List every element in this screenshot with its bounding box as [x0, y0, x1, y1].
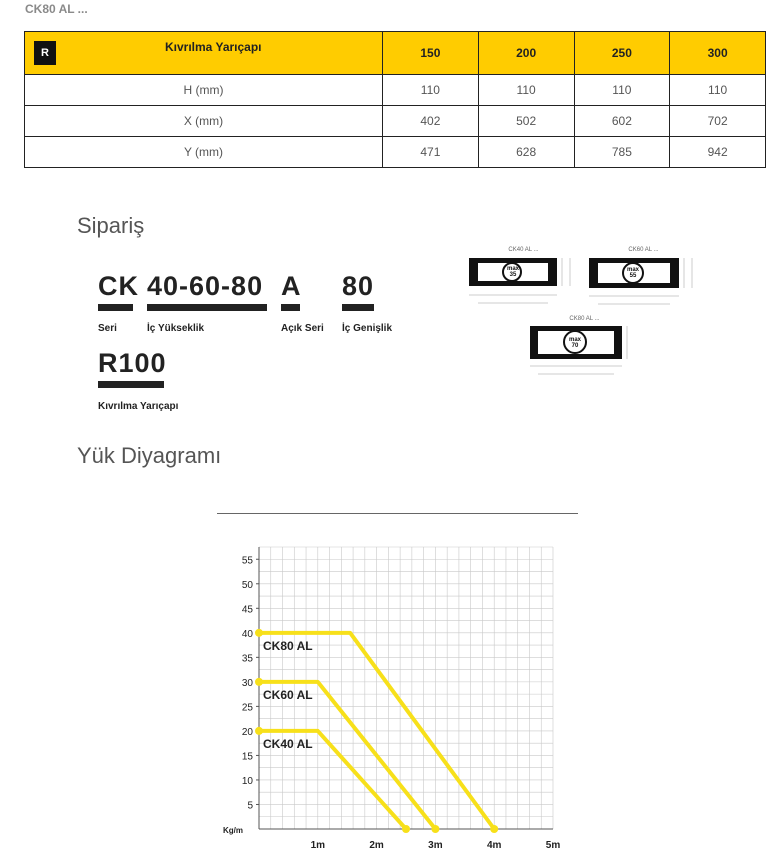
profile-drawing-ck60	[586, 247, 701, 311]
y-tick-label: 45	[241, 604, 253, 616]
table-cell: 110	[574, 75, 670, 106]
series-start-point	[255, 629, 263, 637]
y-tick-label: 5	[247, 800, 253, 812]
order-code-height: 40-60-80	[147, 271, 264, 301]
profile-caption: CK80 AL ...	[569, 316, 600, 322]
y-tick-label: 10	[241, 775, 253, 787]
y-tick-label: 35	[241, 653, 253, 665]
code-underline	[281, 304, 300, 311]
profile-ck60-svg	[586, 253, 701, 311]
row-label: X (mm)	[25, 106, 383, 137]
row-label: H (mm)	[25, 75, 383, 106]
series-start-point	[255, 678, 263, 686]
profile-drawing-ck40	[466, 247, 581, 311]
r-badge: R	[34, 41, 56, 65]
table-header-row	[25, 32, 766, 75]
profile-drawing-ck80	[527, 316, 642, 380]
table-cell: 602	[574, 106, 670, 137]
table-cell: 110	[383, 75, 479, 106]
order-label-open: Açık Seri	[281, 323, 324, 334]
y-tick-label: 20	[241, 726, 253, 738]
profile-caption: CK40 AL ...	[508, 247, 539, 253]
y-tick-label: 25	[241, 702, 253, 714]
table-cell: 110	[478, 75, 574, 106]
y-tick-label: 15	[241, 751, 253, 763]
order-title: Sipariş	[77, 213, 145, 238]
order-label-width: İç Genişlik	[342, 323, 393, 334]
table-cell: 942	[670, 137, 766, 168]
y-tick-label: 40	[241, 628, 253, 640]
table-cell: 702	[670, 106, 766, 137]
table-row	[25, 75, 766, 106]
series-label: CK60 AL	[263, 687, 313, 702]
profile-max-text: max 70	[568, 337, 581, 349]
load-chart	[218, 535, 561, 860]
table-cell: 110	[670, 75, 766, 106]
table-row	[25, 137, 766, 168]
code-underline	[342, 304, 374, 311]
header-col-200: 200	[478, 32, 574, 75]
spec-table	[24, 31, 766, 168]
code-underline	[98, 304, 133, 311]
chart-divider	[217, 513, 578, 514]
profile-ck40-svg	[466, 253, 581, 311]
profile-max-text: max 55	[626, 267, 639, 279]
order-label-series: Seri	[98, 323, 117, 334]
y-tick-label: 55	[241, 555, 253, 567]
load-diagram-title: Yük Diyagramı	[77, 443, 222, 468]
series-start-point	[255, 727, 263, 735]
order-code-width: 80	[342, 271, 375, 301]
series-label: CK80 AL	[263, 638, 313, 653]
table-row	[25, 106, 766, 137]
profile-caption: CK60 AL ...	[628, 247, 659, 253]
series-end-point	[490, 825, 498, 833]
order-code-open: A	[281, 271, 302, 301]
table-cell: 402	[383, 106, 479, 137]
order-code-radius: R100	[98, 348, 167, 378]
code-underline	[98, 381, 164, 388]
header-label: Kıvrılma Yarıçapı	[165, 40, 262, 54]
x-tick-label: 2m	[369, 840, 384, 851]
row-label: Y (mm)	[25, 137, 383, 168]
header-col-300: 300	[670, 32, 766, 75]
y-tick-label: 50	[241, 579, 253, 591]
header-col-150: 150	[383, 32, 479, 75]
order-code-series: CK	[98, 271, 139, 301]
table-cell: 785	[574, 137, 670, 168]
header-col-250: 250	[574, 32, 670, 75]
series-end-point	[402, 825, 410, 833]
order-label-radius: Kıvrılma Yarıçapı	[98, 401, 179, 412]
page-caption: CK80 AL ...	[25, 2, 88, 16]
table-cell: 502	[478, 106, 574, 137]
profile-ck80-svg	[527, 322, 642, 382]
series-label: CK40 AL	[263, 736, 313, 751]
y-axis-label: Kg/m	[223, 826, 243, 835]
x-tick-label: 3m	[428, 840, 443, 851]
code-underline	[147, 304, 267, 311]
table-cell: 471	[383, 137, 479, 168]
x-tick-label: 1m	[310, 840, 326, 851]
y-tick-label: 30	[241, 677, 253, 689]
header-label-cell	[25, 32, 383, 75]
x-tick-label: 4m	[486, 840, 502, 851]
series-end-point	[431, 825, 439, 833]
profile-max-text: max 35	[506, 266, 519, 278]
order-label-height: İç Yükseklik	[147, 323, 205, 334]
table-cell: 628	[478, 137, 574, 168]
x-tick-label: 5m	[545, 840, 561, 851]
